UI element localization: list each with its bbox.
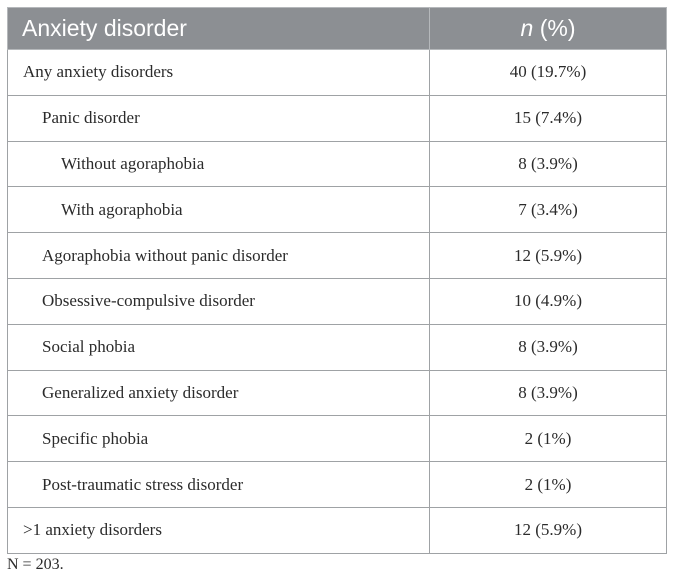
table-header-row	[8, 8, 667, 50]
table-row	[8, 95, 667, 141]
row-label: Agoraphobia without panic disorder	[8, 233, 430, 279]
row-value: 12 (5.9%)	[430, 233, 667, 279]
row-value: 8 (3.9%)	[430, 324, 667, 370]
row-label: Obsessive-compulsive disorder	[8, 278, 430, 324]
row-value: 8 (3.9%)	[430, 141, 667, 187]
row-value: 2 (1%)	[430, 462, 667, 508]
table-row	[8, 50, 667, 96]
row-label: Specific phobia	[8, 416, 430, 462]
row-value: 8 (3.9%)	[430, 370, 667, 416]
table-row	[8, 187, 667, 233]
row-label: Without agoraphobia	[8, 141, 430, 187]
header-n-percent	[430, 8, 667, 50]
row-label: Post-traumatic stress disorder	[8, 462, 430, 508]
table-row	[8, 462, 667, 508]
table-row	[8, 507, 667, 553]
row-value: 12 (5.9%)	[430, 507, 667, 553]
row-value: 10 (4.9%)	[430, 278, 667, 324]
row-label: >1 anxiety disorders	[8, 507, 430, 553]
anxiety-disorder-table	[7, 7, 667, 554]
table-row	[8, 141, 667, 187]
row-label: Generalized anxiety disorder	[8, 370, 430, 416]
table-row	[8, 416, 667, 462]
header-percent-label: (%)	[533, 15, 576, 41]
table-row	[8, 233, 667, 279]
row-value: 7 (3.4%)	[430, 187, 667, 233]
row-label: Panic disorder	[8, 95, 430, 141]
row-value: 15 (7.4%)	[430, 95, 667, 141]
row-label: Any anxiety disorders	[8, 50, 430, 96]
table-footnote: N = 203.	[7, 556, 64, 573]
row-value: 40 (19.7%)	[430, 50, 667, 96]
table-row	[8, 278, 667, 324]
table-row	[8, 324, 667, 370]
row-label: With agoraphobia	[8, 187, 430, 233]
header-n-symbol: n	[520, 15, 534, 41]
header-anxiety-disorder: Anxiety disorder	[8, 8, 430, 50]
row-value: 2 (1%)	[430, 416, 667, 462]
table-row	[8, 370, 667, 416]
row-label: Social phobia	[8, 324, 430, 370]
